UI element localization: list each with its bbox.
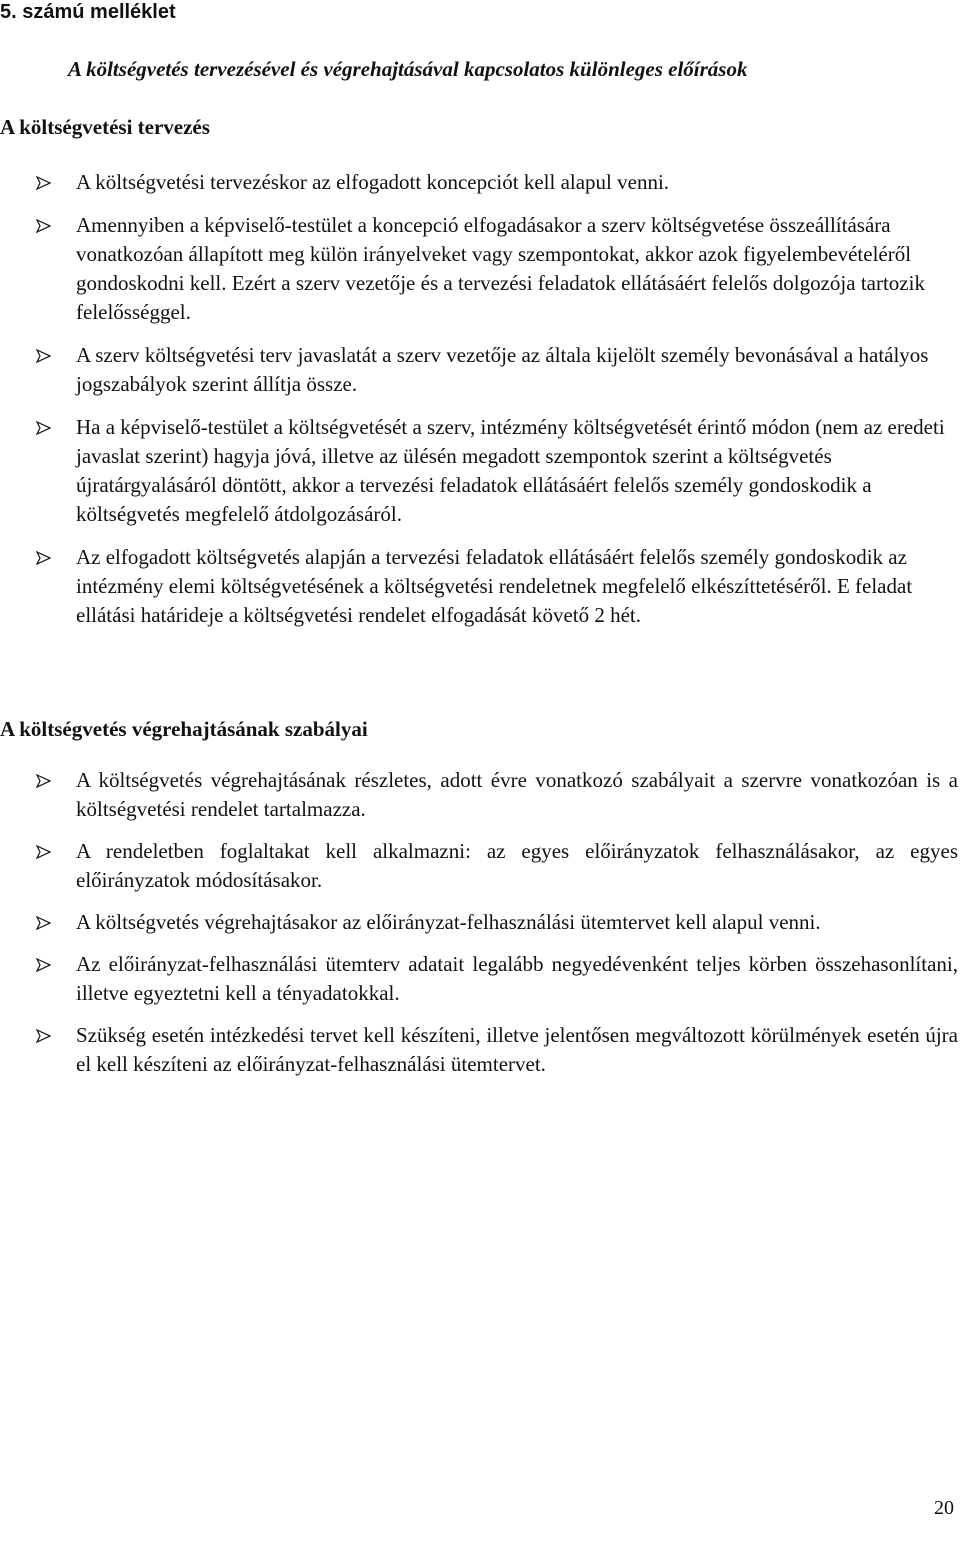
list-item [0,908,958,937]
list-item-text: A költségvetés végrehajtásakor az előirányzat-felhasználási ütemtervet kell alapul venni. [76,910,821,934]
list-item [0,766,958,824]
list-item [0,168,958,197]
section-title-execution: A költségvetés végrehajtásának szabályai [0,717,368,741]
list-item-text: Szükség esetén intézkedési tervet kell készíteni, illetve jelentősen megváltozott körülmények esetén újra el kell készíteni az előirányzat-felhasználási ütemtervet. [76,1023,958,1076]
list-item-text: A rendeletben foglaltakat kell alkalmazni: az egyes előirányzatok felhasználásakor, az egyes előirányzatok módosításakor. [76,839,958,892]
arrow-bullet-icon [36,219,51,233]
list-item-text: Ha a képviselő-testület a költségvetését a szerv, intézmény költségvetését érintő módon (nem az eredeti javaslat szerint) hagyja jóvá, illetve az ülésén megadott szempontok szerint a költségvetés újratárgyalásáról döntött, akkor a tervezési feladatok ellátásáért felelős személy gondoskodik a költségvetés megfelelő átdolgozásáról. [76,415,945,526]
list-item-text: Amennyiben a képviselő-testület a koncepció elfogadásakor a szerv költségvetése összeállítására vonatkozóan állapított meg külön irányelveket vagy szempontokat, akkor azok figyelembevételéről gondoskodni kell. Ezért a szerv vezetője és a tervezési feladatok ellátásáért felelős dolgozója tartozik felelősséggel. [76,213,925,324]
arrow-bullet-icon [36,349,51,363]
execution-rules-list [0,766,958,1092]
list-item [0,1021,958,1079]
list-item [0,211,958,327]
arrow-bullet-icon [36,845,51,859]
list-item-text: Az elfogadott költségvetés alapján a tervezési feladatok ellátásáért felelős személy gondoskodik az intézmény elemi költségvetésének a költségvetési rendeletnek megfelelő elkészíttetéséről. E feladat ellátási határideje a költségvetési rendelet elfogadását követő 2 hét. [76,545,913,627]
list-item [0,950,958,1008]
arrow-bullet-icon [36,774,51,788]
list-item-text: A költségvetés végrehajtásának részletes, adott évre vonatkozó szabályait a szervre vonatkozóan is a költségvetési rendelet tartalmazza. [76,768,958,821]
arrow-bullet-icon [36,1029,51,1043]
arrow-bullet-icon [36,421,51,435]
planning-rules-list [0,168,958,644]
annex-title: 5. számú melléklet [0,1,176,23]
list-item [0,341,958,399]
list-item-text: Az előirányzat-felhasználási ütemterv adatait legalább negyedévenként teljes körben összehasonlítani, illetve egyeztetni kell a tényadatokkal. [76,952,958,1005]
arrow-bullet-icon [36,916,51,930]
list-item-text: A költségvetési tervezéskor az elfogadott koncepciót kell alapul venni. [76,170,670,194]
arrow-bullet-icon [36,551,51,565]
arrow-bullet-icon [36,176,51,190]
section-title-planning: A költségvetési tervezés [0,115,210,139]
list-item-text: A szerv költségvetési terv javaslatát a szerv vezetője az általa kijelölt személy bevonásával a hatályos jogszabályok szerint állítja össze. [76,343,929,396]
list-item [0,543,958,630]
arrow-bullet-icon [36,958,51,972]
list-item [0,413,958,529]
page-number: 20 [934,1497,954,1519]
document-subtitle: A költségvetés tervezésével és végrehajtásával kapcsolatos különleges előírások [68,57,748,81]
list-item [0,837,958,895]
